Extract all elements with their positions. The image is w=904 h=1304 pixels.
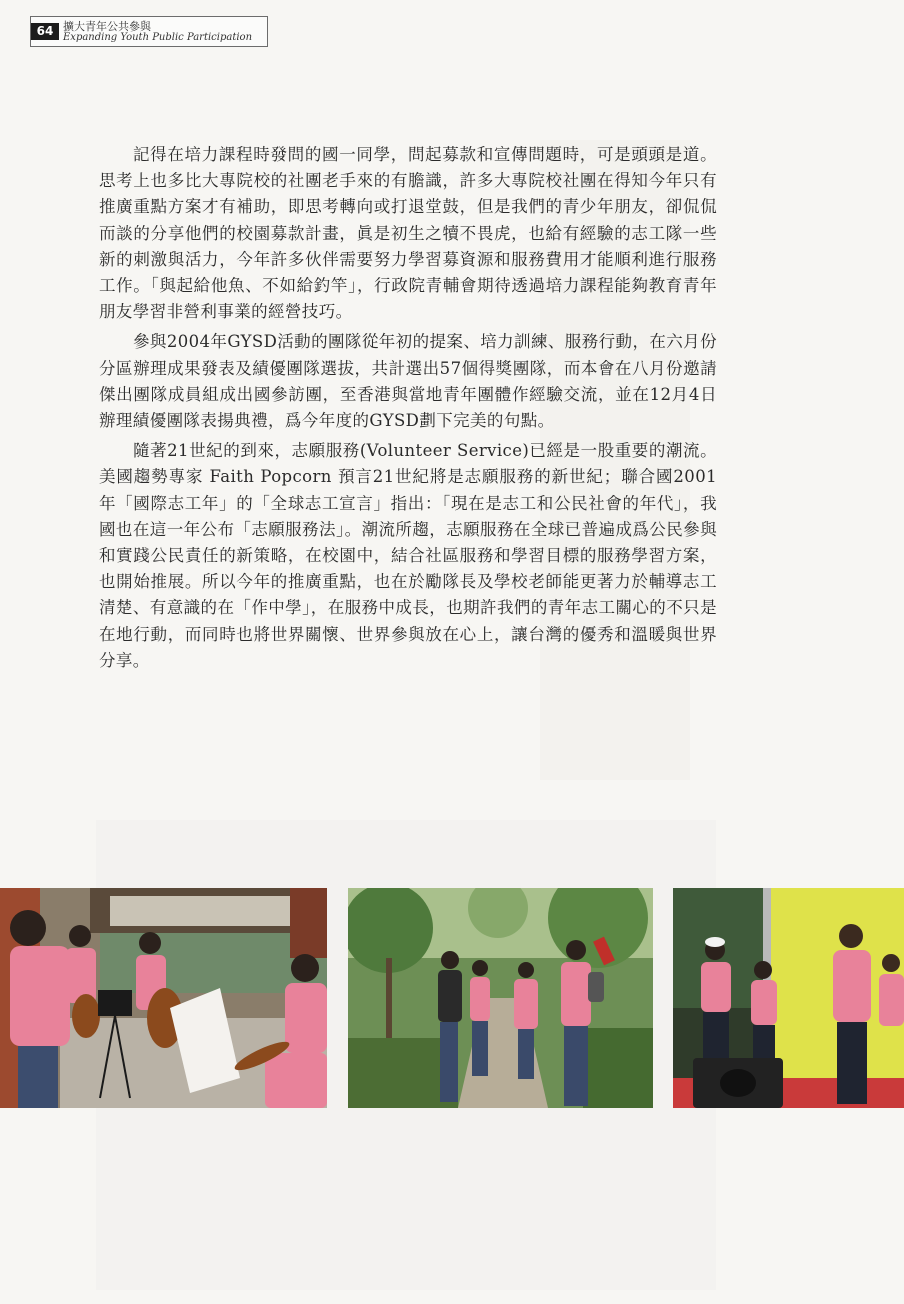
page-number: 64 (31, 23, 59, 40)
header-title-en: Expanding Youth Public Participation (63, 32, 253, 43)
header-title-zh: 擴大青年公共參與 (63, 20, 151, 33)
photo-volunteers-park (348, 888, 653, 1108)
paragraph: 參與2004年GYSD活動的團隊從年初的提案、培力訓練、服務行動，在六月份分區辦理成果發表及績優團隊選拔，共計選出57個得獎團隊，而本會在八月份邀請傑出團隊成員組成出國參訪團，至香港與當地青年團體作經驗交流，並在12月4日辦理績優團隊表揚典禮，爲今年度的GYSD劃下完美的句點。 (99, 332, 717, 431)
paragraph: 記得在培力課程時發問的國一同學，問起募款和宣傳問題時，可是頭頭是道。思考上也多比大專院校的社團老手來的有膽識，許多大專院校社團在得知今年只有推廣重點方案才有補助，即思考轉向或打退堂鼓，但是我們的青少年朋友，卻侃侃而談的分享他們的校園募款計畫，眞是初生之犢不畏虎，也給有經驗的志工隊一些新的刺激與活力，今年許多伙伴需要努力學習募資源和服務費用才能順利進行服務工作。「與起給他魚、不如給釣竿」，行政院青輔會期待透過培力課程能夠教育青年朋友學習非營利事業的經營技巧。 (99, 145, 717, 322)
running-header (30, 16, 268, 47)
photo-string-ensemble (0, 888, 327, 1108)
article-body (99, 142, 717, 678)
photo-stage-performance (673, 888, 904, 1108)
paragraph: 隨著21世紀的到來，志願服務(Volunteer Service)已經是一股重要的潮流。美國趨勢專家 Faith Popcorn 預言21世紀將是志願服務的新世紀；聯合國2001年「國際志工年」的「全球志工宣言」指出：「現在是志工和公民社會的年代」，我國也在這一年公布「志願服務法」。潮流所趨，志願服務在全球已普遍成爲公民參與和實踐公民責任的新策略，在校園中，結合社區服務和學習目標的服務學習方案，也開始推展。所以今年的推廣重點，也在於勵隊長及學校老師能更著力於輔導志工清楚、有意識的在「作中學」，在服務中成長，也期許我們的青年志工關心的不只是在地行動，而同時也將世界關懷、世界參與放在心上，讓台灣的優秀和溫暖與世界分享。 (99, 441, 717, 670)
